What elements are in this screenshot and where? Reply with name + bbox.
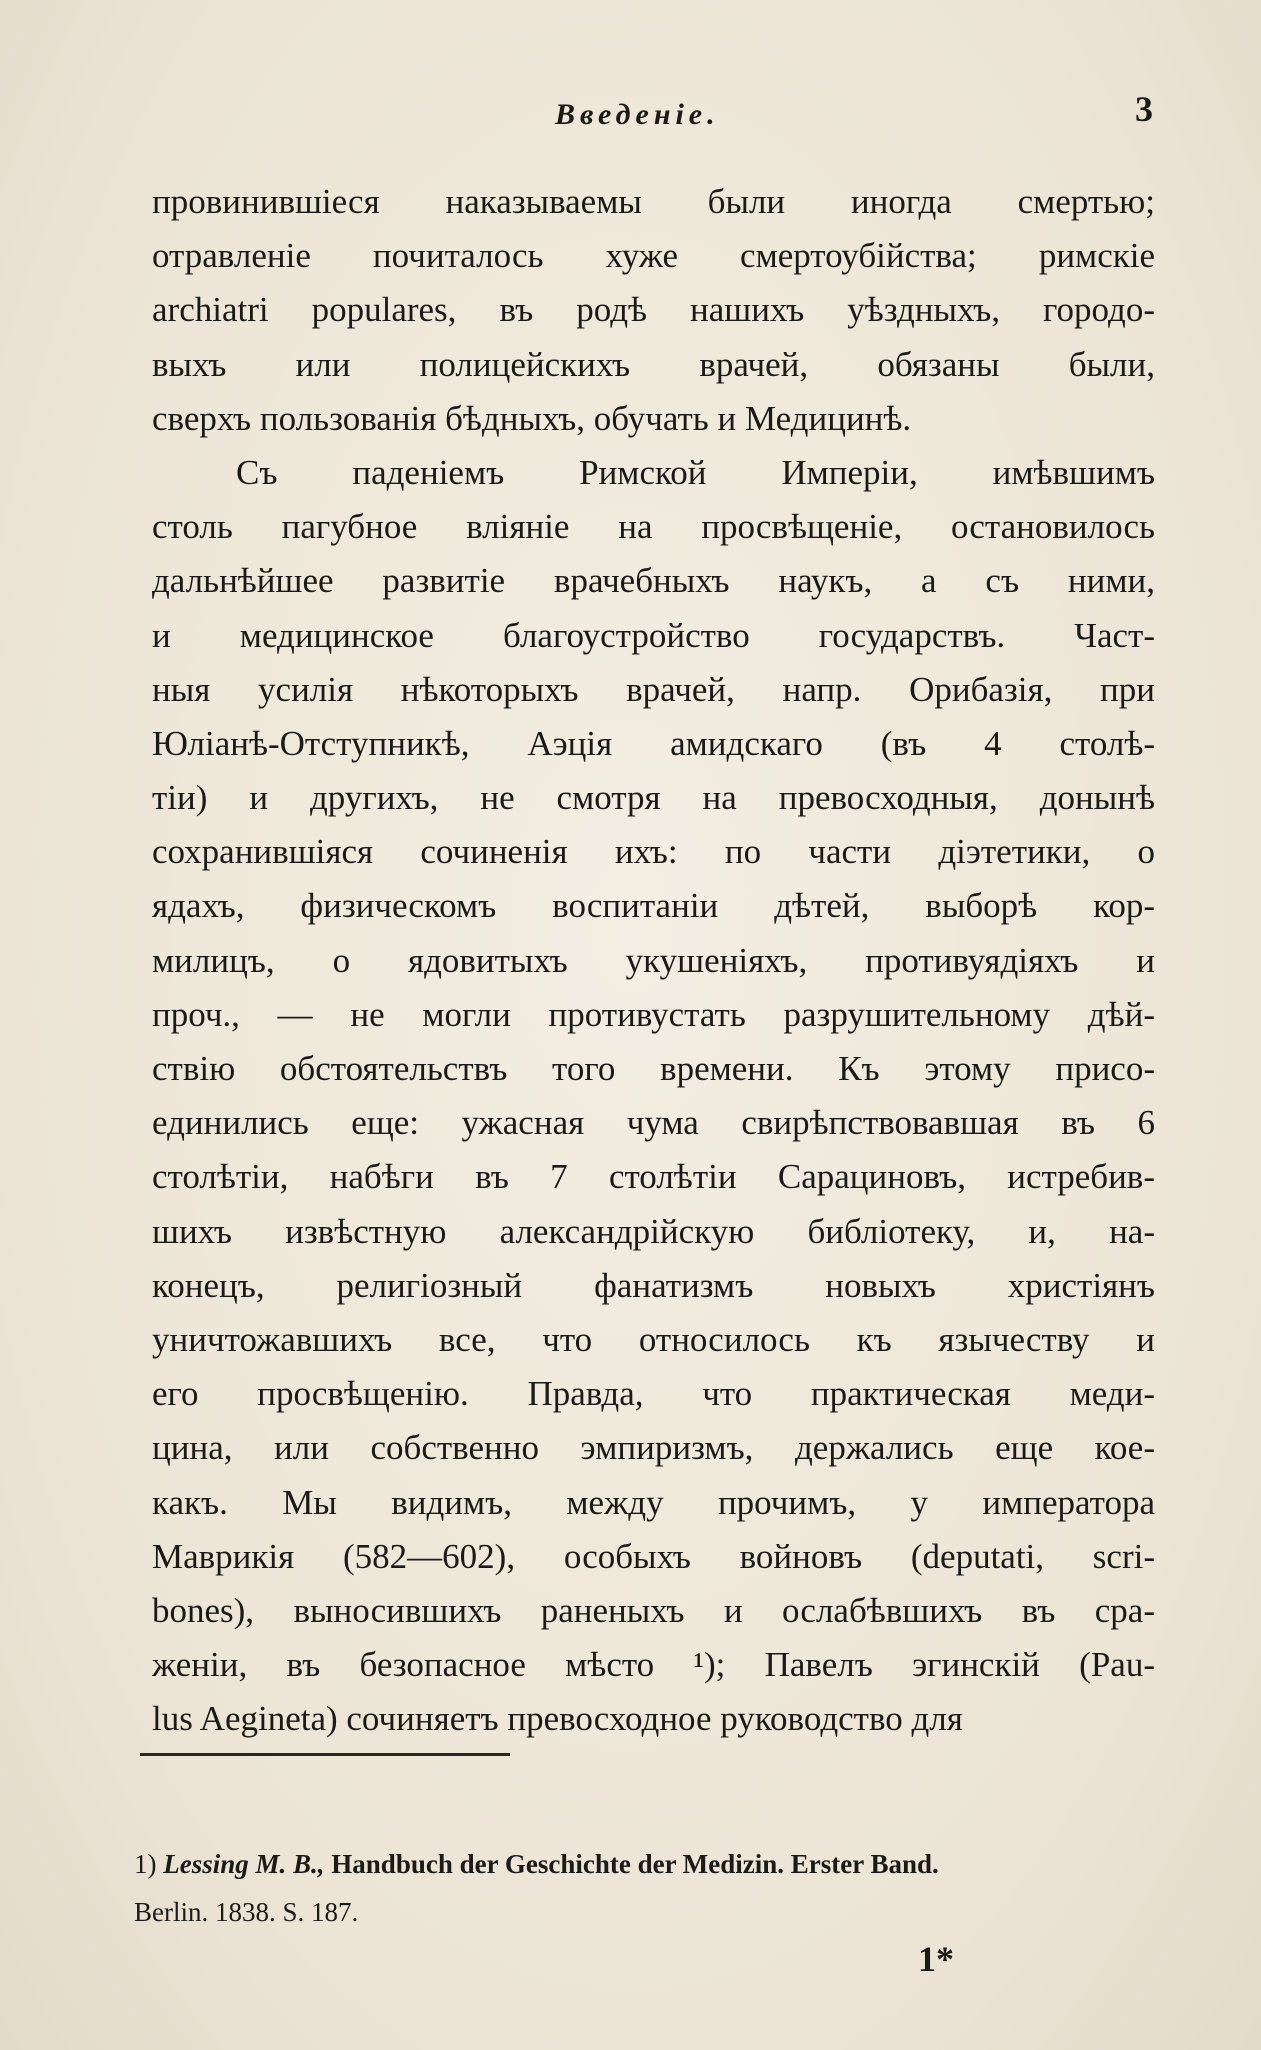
text-line: шихъ извѣстную александрійскую библіотеку, и, на- xyxy=(152,1211,1155,1251)
text-line: столь пагубное вліяніе на просвѣщеніе, остановилось xyxy=(152,507,1155,547)
footnote xyxy=(134,1840,1154,1936)
text-line: конецъ, религіозный фанатизмъ новыхъ христіянъ xyxy=(152,1265,1155,1305)
footnote-title: Handbuch der Geschichte der Medizin. Erster Band. xyxy=(331,1849,939,1879)
text-line: lus Aegineta) сочиняетъ превосходное руководство для xyxy=(152,1699,963,1739)
body-text xyxy=(152,175,1155,1746)
text-line: дальнѣйшее развитіе врачебныхъ наукъ, а съ ними, xyxy=(152,561,1155,601)
text-line: ныя усилія нѣкоторыхъ врачей, напр. Орибазія, при xyxy=(152,669,1155,709)
footnote-author: Lessing M. B., xyxy=(163,1849,325,1879)
text-line: уничтожавшихъ все, что относилось къ язычеству и xyxy=(152,1319,1155,1359)
text-line: какъ. Мы видимъ, между прочимъ, у императора xyxy=(152,1482,1155,1522)
text-line: bones), выносившихъ раненыхъ и ослабѣвшихъ въ сра- xyxy=(152,1590,1155,1630)
text-line: Съ паденіемъ Римской Имперіи, имѣвшимъ xyxy=(236,452,1155,492)
text-line: провинившіеся наказываемы были иногда смертью; xyxy=(152,182,1155,221)
text-line: ствію обстоятельствъ того времени. Къ этому присо- xyxy=(152,1049,1155,1088)
text-line: выхъ или полицейскихъ врачей, обязаны были, xyxy=(152,344,1155,384)
text-line: цина, или собственно эмпиризмъ, держались еще кое- xyxy=(152,1428,1155,1468)
text-line: отравленіе почиталось хуже смертоубійства; римскіе xyxy=(152,236,1155,276)
text-line: милицъ, о ядовитыхъ укушеніяхъ, противуядіяхъ и xyxy=(152,940,1155,980)
text-line: Маврикія (582—602), особыхъ войновъ (deputati, scri- xyxy=(152,1536,1155,1576)
footnote-line xyxy=(134,1840,1154,1888)
text-line: ядахъ, физическомъ воспитаніи дѣтей, выборѣ кор- xyxy=(152,886,1155,926)
text-line: тіи) и другихъ, не смотря на превосходныя, донынѣ xyxy=(152,778,1155,818)
text-line: archiatri populares, въ родѣ нашихъ уѣздныхъ, городо- xyxy=(152,290,1155,330)
page-number: 3 xyxy=(1135,89,1153,129)
text-line: сверхъ пользованія бѣдныхъ, обучать и Медицинѣ. xyxy=(152,398,912,438)
text-line: единились еще: ужасная чума свирѣпствовавшая въ 6 xyxy=(152,1103,1155,1143)
footnote-separator xyxy=(140,1753,510,1756)
text-line: столѣтіи, набѣги въ 7 столѣтіи Сарациновъ, истребив- xyxy=(152,1157,1155,1197)
signature-mark: 1* xyxy=(918,1939,954,1979)
text-line: его просвѣщенію. Правда, что практическая меди- xyxy=(152,1374,1155,1414)
text-line: и медицинское благоустройство государствъ. Част- xyxy=(152,615,1155,655)
running-head: Введеніе. xyxy=(555,98,720,131)
text-line: Юліанѣ-Отступникѣ, Аэція амидскаго (въ 4 столѣ- xyxy=(152,723,1155,763)
text-line: сохранившіяся сочиненія ихъ: по части діэтетики, о xyxy=(152,832,1155,872)
footnote-imprint: Berlin. 1838. S. 187. xyxy=(134,1897,359,1927)
footnote-marker: 1) xyxy=(134,1849,157,1879)
text-line: проч., — не могли противустать разрушительному дѣй- xyxy=(152,994,1155,1034)
text-line: женіи, въ безопасное мѣсто ¹); Павелъ эгинскій (Pau- xyxy=(152,1645,1155,1685)
